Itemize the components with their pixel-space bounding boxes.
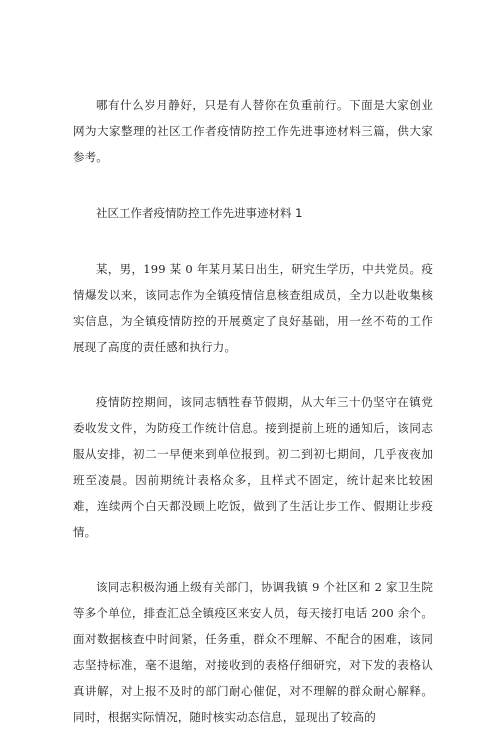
document-page	[73, 92, 433, 730]
body-paragraph-1: 某，男，199 某 0 年某月某日出生，研究生学历，中共党员。疫情爆发以来，该同志作为全镇疫情信息核查组成员，全力以赴收集核实信息，为全镇疫情防控的开展奠定了良好基础，用一丝不苟的工作展现了高度的责任感和执行力。	[73, 262, 433, 354]
body-paragraph-2: 疫情防控期间，该同志牺牲春节假期，从大年三十仍坚守在镇党委收发文件，为防疫工作统计信息。接到提前上班的通知后，该同志服从安排，初二一早便来到单位报到。初二到初七期间，几乎夜夜加班至凌晨。因前期统计表格众多，且样式不固定，统计起来比较困难，连续两个白天都没顾上吃饭，做到了生活让步工作、假期让步疫情。	[73, 395, 433, 539]
body-paragraph-3: 该同志积极沟通上级有关部门，协调我镇 9 个社区和 2 家卫生院等多个单位，排查汇总全镇疫区来安人员，每天接打电话 200 余个。面对数据核查中时间紧，任务重，群众不理解、不配合的困难，该同志坚持标准，毫不退缩，对接收到的表格仔细研究，对下发的表格认真讲解，对上报不及时的部门耐心催促，对不理解的群众耐心解释。同时，根据实际情况，随时核实动态信息，显现出了较高的	[73, 580, 433, 724]
intro-paragraph: 哪有什么岁月静好，只是有人替你在负重前行。下面是大家创业网为大家整理的社区工作者疫情防控工作先进事迹材料三篇，供大家参考。	[73, 98, 433, 164]
section-heading: 社区工作者疫情防控工作先进事迹材料 1	[96, 206, 303, 220]
